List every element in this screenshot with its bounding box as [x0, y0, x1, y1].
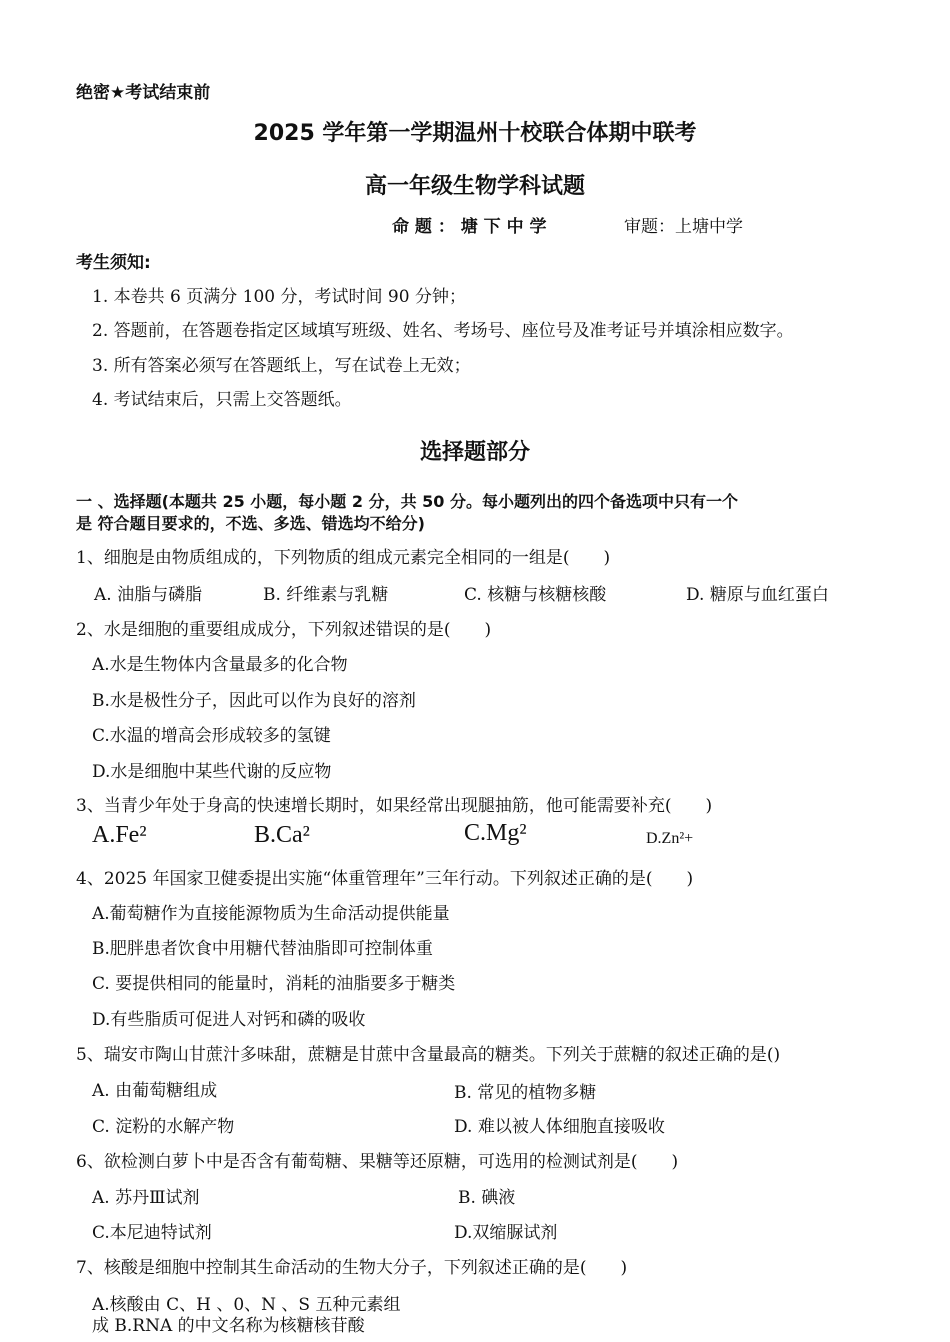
- q4-option-a: A.葡萄糖作为直接能源物质为生命活动提供能量: [92, 904, 450, 924]
- q1-option-c: C. 核糖与核糖核酸: [464, 585, 607, 605]
- q1-option-b: B. 纤维素与乳糖: [263, 585, 389, 605]
- q3-option-b: B.Ca²: [254, 822, 310, 848]
- question-stem-4: 4、2025 年国家卫健委提出实施“体重管理年”三年行动。下列叙述正确的是( ): [76, 869, 694, 889]
- notice-item: 4. 考试结束后，只需上交答题纸。: [92, 390, 352, 410]
- question-stem-3: 3、当青少年处于身高的快速增长期时，如果经常出现腿抽筋，他可能需要补充( ): [76, 796, 713, 816]
- question-stem-2: 2、水是细胞的重要组成成分，下列叙述错误的是( ): [76, 620, 492, 640]
- question-stem-7: 7、核酸是细胞中控制其生命活动的生物大分子，下列叙述正确的是( ): [76, 1258, 628, 1278]
- notice-item: 3. 所有答案必须写在答题纸上，写在试卷上无效；: [92, 356, 471, 376]
- q5-option-d: D. 难以被人体细胞直接吸收: [454, 1117, 665, 1137]
- question-stem-1: 1、细胞是由物质组成的，下列物质的组成元素完全相同的一组是( ): [76, 548, 611, 568]
- notice-item: 1. 本卷共 6 页满分 100 分，考试时间 90 分钟；: [92, 287, 466, 307]
- q3-option-a: A.Fe²: [92, 822, 147, 848]
- q5-option-a: A. 由葡萄糖组成: [92, 1081, 218, 1101]
- q4-option-b: B.肥胖患者饮食中用糖代替油脂即可控制体重: [92, 939, 433, 959]
- q4-option-c: C. 要提供相同的能量时，消耗的油脂要多于糖类: [92, 974, 456, 994]
- section-title: 选择题部分: [419, 440, 530, 465]
- q1-option-d: D. 糖原与血红蛋白: [686, 585, 829, 605]
- q6-option-a: A. 苏丹Ⅲ试剂: [92, 1188, 200, 1208]
- q6-option-d: D.双缩脲试剂: [454, 1223, 558, 1243]
- q7-option-b: 成 B.RNA 的中文名称为核糖核苷酸: [92, 1316, 365, 1336]
- notice-heading: 考生须知:: [76, 253, 151, 273]
- q3-option-d: D.Zn²+: [646, 830, 694, 847]
- q4-option-d: D.有些脂质可促进人对钙和磷的吸收: [92, 1010, 366, 1030]
- q1-option-a: A. 油脂与磷脂: [94, 585, 203, 605]
- exam-title: 2025 学年第一学期温州十校联合体期中联考: [253, 121, 697, 146]
- author-label: 命 题 ： 塘 下 中 学: [392, 217, 547, 237]
- section-instruction-line1: 一 、选择题(本题共 25 小题，每小题 2 分，共 50 分。每小题列出的四个备选项中只有一个: [76, 492, 738, 511]
- q5-option-b: B. 常见的植物多糖: [454, 1083, 597, 1103]
- reviewer-label: 审题：上塘中学: [624, 217, 743, 237]
- confidential-label: 绝密★考试结束前: [76, 83, 211, 103]
- q2-option-c: C.水温的增高会形成较多的氢键: [92, 726, 331, 746]
- q2-option-d: D.水是细胞中某些代谢的反应物: [92, 762, 332, 782]
- q6-option-b: B. 碘液: [458, 1188, 516, 1208]
- question-stem-5: 5、瑞安市陶山甘蔗汁多味甜，蔗糖是甘蔗中含量最高的糖类。下列关于蔗糖的叙述正确的是(): [76, 1045, 781, 1065]
- q2-option-a: A.水是生物体内含量最多的化合物: [92, 655, 348, 675]
- q2-option-b: B.水是极性分子，因此可以作为良好的溶剂: [92, 691, 416, 711]
- notice-item: 2. 答题前，在答题卷指定区域填写班级、姓名、考场号、座位号及准考证号并填涂相应数字。: [92, 321, 794, 341]
- subject-title: 高一年级生物学科试题: [364, 174, 585, 199]
- q7-option-a: A.核酸由 C、H 、0、N 、S 五种元素组: [92, 1295, 401, 1315]
- q3-option-c: C.Mg²: [464, 820, 527, 846]
- question-stem-6: 6、欲检测白萝卜中是否含有葡萄糖、果糖等还原糖，可选用的检测试剂是( ): [76, 1152, 679, 1172]
- q5-option-c: C. 淀粉的水解产物: [92, 1117, 235, 1137]
- section-instruction-line2: 是 符合题目要求的，不选、多选、错选均不给分): [76, 514, 425, 533]
- q6-option-c: C.本尼迪特试剂: [92, 1223, 212, 1243]
